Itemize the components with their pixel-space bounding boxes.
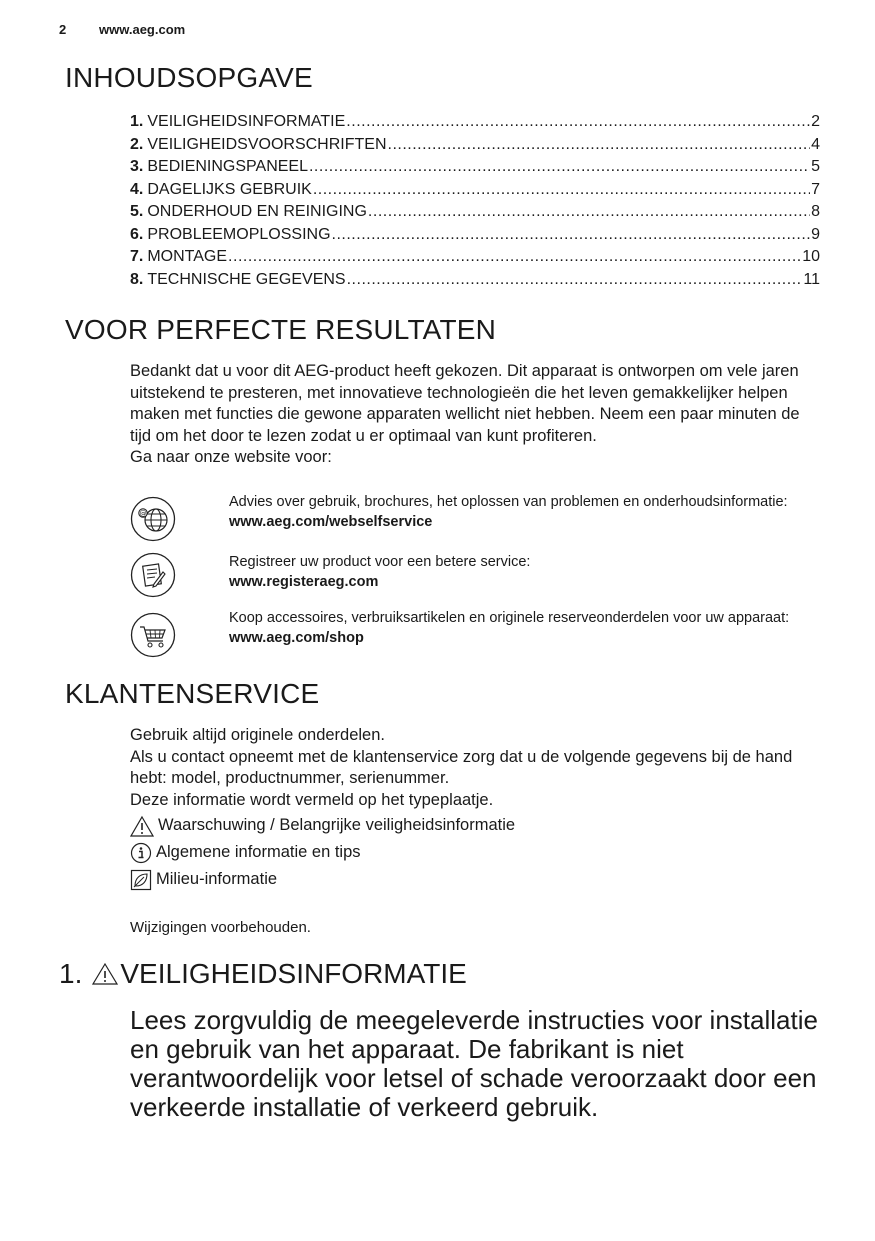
toc-item-number: 8.: [130, 270, 144, 288]
toc-item-label: MONTAGE: [147, 248, 228, 265]
link-description: Koop accessoires, verbruiksartikelen en originele reserveonderdelen voor uw apparaat:: [229, 610, 790, 626]
toc-item[interactable]: [130, 179, 820, 202]
toc-item[interactable]: [130, 156, 820, 179]
toc-leader-dots: [313, 179, 810, 202]
symbol-legend: [130, 812, 515, 893]
safety-section-title: [59, 958, 467, 990]
link-text-block: [229, 552, 819, 592]
website-lead: Ga naar onze website voor:: [130, 448, 332, 466]
toc-item-page: 11: [803, 270, 820, 288]
service-line-original-parts: Gebruik altijd originele onderdelen.: [130, 726, 385, 744]
leaf-environment-icon: [130, 869, 152, 891]
toc-item-label: PROBLEEMOPLOSSING: [147, 225, 331, 243]
toc-item-label: VEILIGHEIDSVOORSCHRIFTEN: [147, 135, 387, 153]
toc-item-label: VEILIGHEIDSINFORMATIE: [147, 113, 346, 130]
toc-item-number: 4.: [130, 180, 144, 198]
changes-reserved: Wijzigingen voorbehouden.: [130, 919, 311, 936]
perfect-results-title: VOOR PERFECTE RESULTATEN: [65, 314, 497, 345]
service-paragraph: [130, 725, 805, 811]
toc-item-number: 3.: [130, 158, 144, 175]
section-title-text: VEILIGHEIDSINFORMATIE: [120, 958, 467, 989]
toc-item-page: 8: [811, 203, 820, 220]
toc-leader-dots: [346, 111, 810, 134]
toc-item-number: 5.: [130, 203, 144, 220]
toc-item-number: 1.: [130, 113, 144, 130]
link-description: Advies over gebruik, brochures, het oplossen van problemen en onderhoudsinformatie:: [229, 494, 788, 510]
toc-leader-dots: [347, 269, 803, 292]
table-of-contents: [130, 111, 820, 291]
webselfservice-link[interactable]: www.aeg.com/webselfservice: [229, 514, 433, 530]
toc-item[interactable]: [130, 111, 820, 134]
register-link[interactable]: www.registeraeg.com: [229, 574, 379, 590]
toc-item[interactable]: [130, 201, 820, 224]
shopping-cart-icon: [130, 612, 176, 658]
customer-service-title: KLANTENSERVICE: [65, 678, 320, 709]
warning-triangle-icon: [130, 815, 154, 837]
service-line-contact: Als u contact opneemt met de klantenservice zorg dat u de volgende gegevens bij de hand hebt: model, productnummer, serienummer.: [130, 747, 793, 787]
toc-item-page: 10: [802, 248, 820, 265]
link-text-block: [229, 492, 819, 532]
legend-label: Algemene informatie en tips: [156, 843, 361, 861]
legend-label: Waarschuwing / Belangrijke veiligheidsinformatie: [158, 816, 516, 834]
warning-triangle-icon: [92, 962, 118, 986]
link-text-block: [229, 608, 819, 648]
legend-item-info: [130, 839, 515, 866]
toc-item-label: DAGELIJKS GEBRUIK: [147, 180, 312, 198]
toc-leader-dots: [368, 201, 810, 224]
toc-item-number: 7.: [130, 248, 144, 265]
toc-item-page: 5: [811, 158, 820, 175]
legend-item-warning: [130, 812, 515, 839]
toc-item-page: 4: [811, 135, 820, 153]
toc-item[interactable]: [130, 269, 820, 292]
toc-leader-dots: [228, 246, 801, 269]
toc-item[interactable]: [130, 224, 820, 247]
toc-item[interactable]: [130, 134, 820, 157]
toc-item[interactable]: [130, 246, 820, 269]
toc-item-page: 2: [811, 113, 820, 130]
toc-item-page: 7: [811, 180, 820, 198]
toc-item-label: TECHNISCHE GEGEVENS: [147, 270, 346, 288]
web-globe-icon: [130, 496, 176, 542]
link-description: Registreer uw product voor een betere service:: [229, 554, 531, 570]
safety-intro-text: Lees zorgvuldig de meegeleverde instructies voor installatie en gebruik van het apparaat. De fabrikant is niet verantwoordelijk voor letsel of schade veroorzaakt door een verkeerde installatie of verkeerd gebruik.: [130, 1005, 818, 1122]
toc-leader-dots: [388, 134, 811, 157]
intro-text: Bedankt dat u voor dit AEG-product heeft gekozen. Dit apparaat is ontworpen om vele jaren uitstekend te presteren, met innovatieve technologieën die het leven gemakkelijker helpen maken met functies die gewone apparaten wellicht niet hebben. Neem een paar minuten de tijd om het door te lezen zodat u er optimaal van kunt profiteren.: [130, 362, 800, 445]
register-form-icon: [130, 552, 176, 598]
header-site-url[interactable]: www.aeg.com: [99, 22, 186, 37]
toc-item-number: 6.: [130, 225, 144, 243]
svg-text:@: @: [139, 509, 147, 518]
toc-title: INHOUDSOPGAVE: [65, 62, 313, 93]
toc-item-number: 2.: [130, 135, 144, 153]
toc-leader-dots: [309, 156, 810, 179]
page-number: 2: [59, 22, 67, 37]
section-number: 1.: [59, 958, 83, 989]
info-icon: [130, 842, 152, 864]
toc-item-label: BEDIENINGSPANEEL: [147, 158, 308, 175]
page-header: [59, 22, 185, 37]
legend-label: Milieu-informatie: [156, 870, 278, 888]
legend-item-environment: [130, 866, 515, 893]
toc-leader-dots: [332, 224, 811, 247]
toc-item-label: ONDERHOUD EN REINIGING: [147, 203, 367, 220]
toc-item-page: 9: [811, 225, 820, 243]
service-line-typeplate: Deze informatie wordt vermeld op het typeplaatje.: [130, 790, 494, 809]
intro-paragraph: [130, 361, 800, 469]
shop-link[interactable]: www.aeg.com/shop: [229, 630, 364, 646]
